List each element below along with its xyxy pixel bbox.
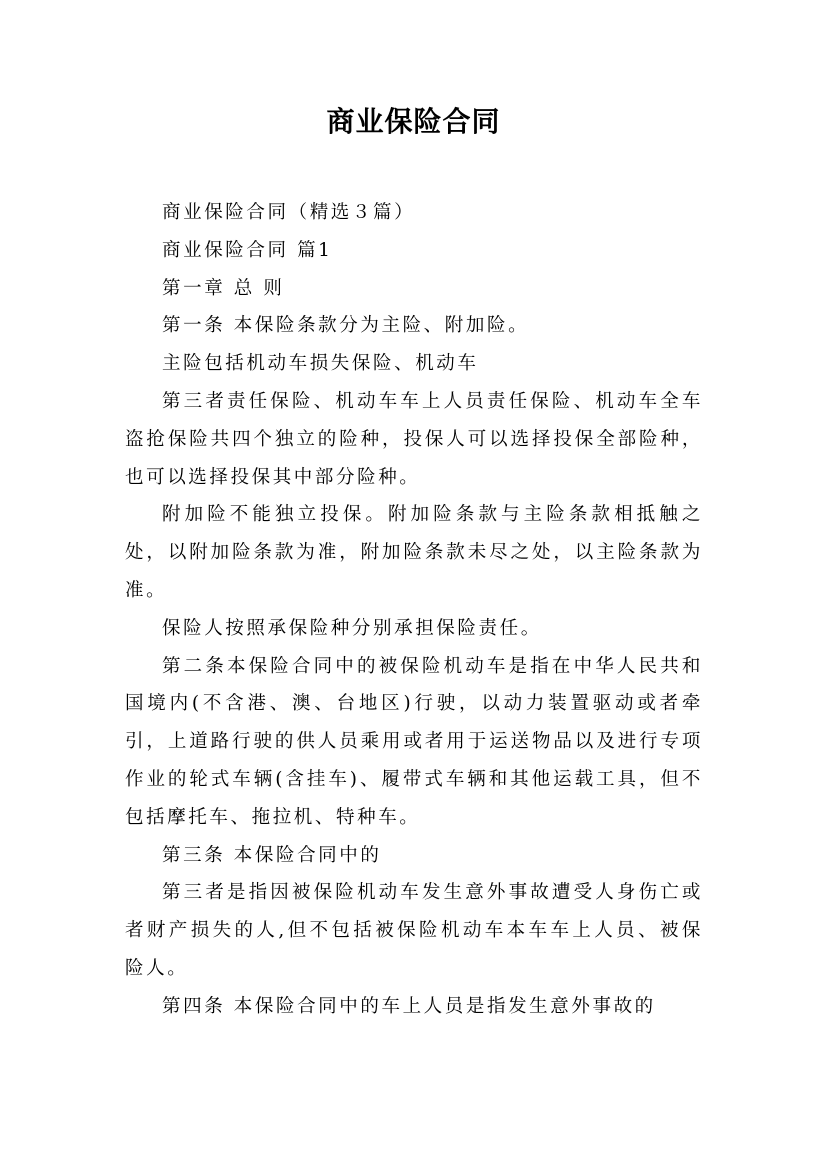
paragraph-subtitle: 商业保险合同（精选３篇） <box>162 202 416 223</box>
paragraph-article-3: 第三条 本保险合同中的 <box>162 844 382 866</box>
paragraph-insurer-liability: 保险人按照承保险种分别承担保险责任。 <box>162 617 542 639</box>
paragraph-article-2: 第二条本保险合同中的被保险机动车是指在中华人民共和国境内(不含港、澳、台地区)行驶，以动力装置驱动或者牵引，上道路行驶的供人员乘用或者用于运送物品以及进行专项作业的轮式车辆(含挂车)、履带式车辆和其他运载工具，但不包括摩托车、拖拉机、特种车。 <box>125 655 703 828</box>
paragraph-third-party-liability: 第三者责任保险、机动车车上人员责任保险、机动车全车盗抢保险共四个独立的险种，投保人可以选择投保全部险种，也可以选择投保其中部分险种。 <box>125 390 703 488</box>
paragraph-article-1: 第一条 本保险条款分为主险、附加险。 <box>162 315 530 337</box>
document-body <box>125 194 703 1026</box>
paragraph-section-heading: 商业保险合同 篇1 <box>162 239 333 261</box>
paragraph-main-insurance: 主险包括机动车损失保险、机动车 <box>162 353 479 375</box>
document-title: 商业保险合同 <box>326 105 501 138</box>
paragraph-chapter-heading: 第一章 总 则 <box>162 277 285 299</box>
paragraph-additional-insurance: 附加险不能独立投保。附加险条款与主险条款相抵触之处，以附加险条款为准，附加险条款未尽之处，以主险条款为准。 <box>125 504 703 601</box>
paragraph-article-4: 第四条 本保险合同中的车上人员是指发生意外事故的 <box>162 995 656 1017</box>
paragraph-third-party-definition: 第三者是指因被保险机动车发生意外事故遭受人身伤亡或者财产损失的人,但不包括被保险机动车本车车上人员、被保险人。 <box>125 882 703 979</box>
